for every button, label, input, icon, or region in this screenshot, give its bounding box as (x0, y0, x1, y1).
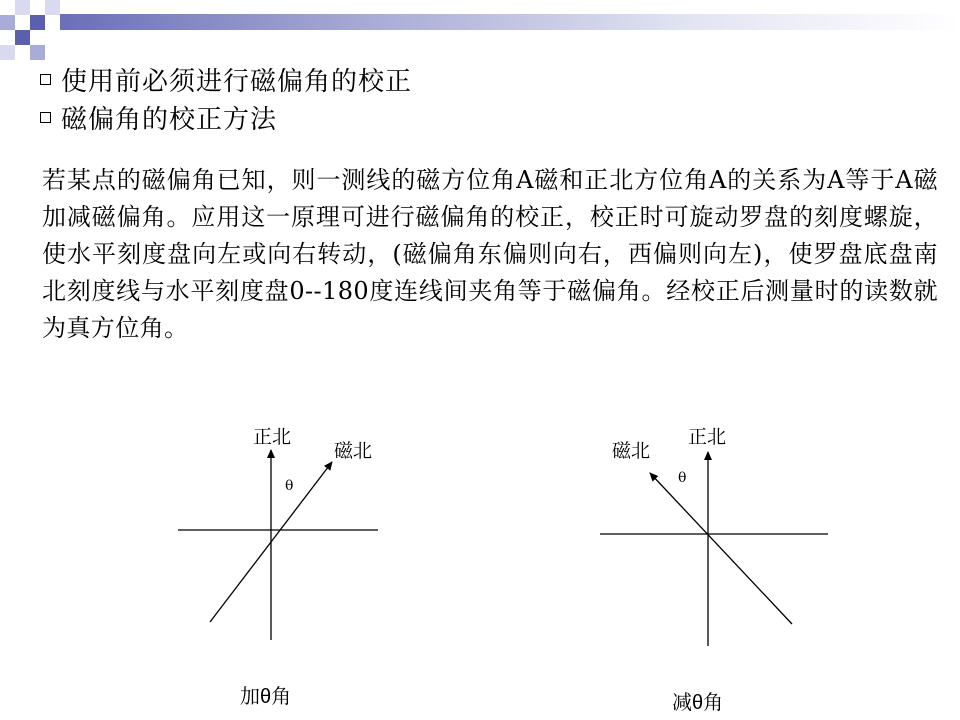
bullet-text: 使用前必须进行磁偏角的校正 (61, 66, 413, 97)
left-caption: 加θ角 (240, 686, 292, 708)
left-true-north-label: 正北 (253, 426, 292, 448)
right-angle-label: θ (678, 470, 687, 486)
left-magnetic-north-label: 磁北 (334, 440, 373, 462)
bullet-text: 磁偏角的校正方法 (61, 104, 278, 135)
left-angle-label: θ (285, 478, 294, 494)
right-magnetic-north-line (650, 473, 792, 624)
right-magnetic-north-label: 磁北 (612, 440, 651, 462)
body-paragraph: 若某点的磁偏角已知，则一测线的磁方位角A磁和正北方位角A的关系为A等于A磁加减磁偏角。应用这一原理可进行磁偏角的校正，校正时可旋动罗盘的刻度螺旋，使水平刻度盘向左或向右转动，(磁偏角东偏则向右，西偏则向左)，使罗盘底盘南北刻度线与水平刻度盘0--180度连线间夹角等于磁偏角。经校正后测量时的读数就为真方位角。 (42, 166, 938, 342)
right-caption: 减θ角 (672, 692, 724, 714)
right-true-north-label: 正北 (688, 426, 727, 448)
